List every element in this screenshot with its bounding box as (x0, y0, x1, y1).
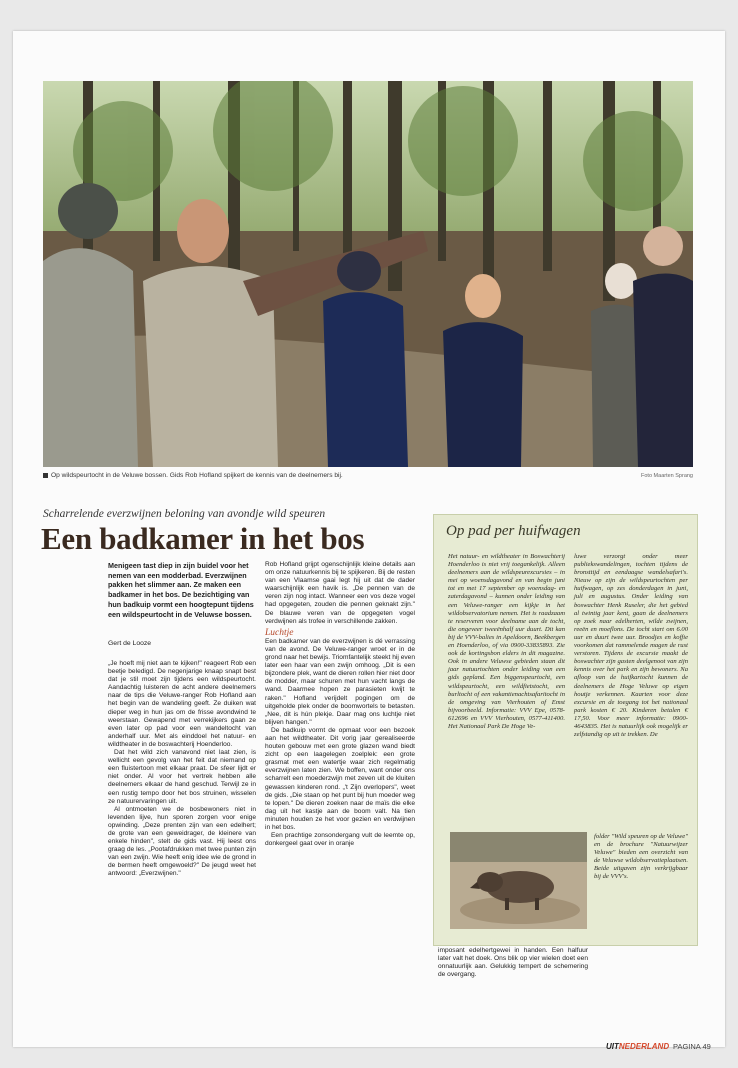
logo-text-uit: UIT (606, 1042, 619, 1051)
paragraph: imposant edelhertgewei in handen. Een halfuur later valt het doek. Ons blik op vier wielen doet een onnatuurlijk aan. Gelukkig tempert de schemering de overgang. (438, 947, 588, 979)
paragraph: Een badkamer van de everzwijnen is dé verrassing van de avond. De Veluwe-ranger wroet er in de grond naar het bewijs. Triomfantelijk steekt hij even later een haar van een zwijn omhoog. „Dit is een bijzondere plek, want de dieren rollen hier niet door de modder, maar schuren met hun vacht langs de wand. Daarmee hopen ze parasieten kwijt te raken." Hofland verijdelt pogingen om de uitgeholde plek onder de boomwortels te betasten. „Nee, dit is hún plekje. Daar mag ons luchtje niet blijven hangen." (265, 637, 415, 726)
article-column-1 (108, 660, 256, 879)
paragraph: „Je hoeft mij niet aan te kijken!" reageert Rob een beetje beledigd. De negenjarige knaap snapt best dat je stil moet zijn tijdens een wildspeurtocht. Aandachtig luisteren de acht andere deelnemers naar de tips die Veluwe-ranger Rob Hofland aan het begin van de wandeling geeft. Ze duiken wat dieper weg in hun jas om de frisse avondwind te weerstaan. Gewapend met verrekijkers gaan ze even later op pad voor een wandeltocht van anderhalf uur. Met als einddoel het natuur- en wildtheater in de boswachterij Hoenderloo. (108, 660, 256, 748)
article-byline: Gert de Looze (108, 640, 152, 647)
logo-text-nederland: NEDERLAND (618, 1042, 670, 1051)
sidebar-title: Op pad per huifwagen (446, 523, 581, 539)
page-number: PAGINA 49 (673, 1042, 711, 1051)
photo-credit: Foto Maarten Sprang (641, 473, 693, 479)
article-column-2 (265, 561, 415, 848)
sidebar-column-1: Het natuur- en wildtheater in Boswachterij Hoenderloo is niet vrij toegankelijk. Alleen deelnemers aan de wildspeurexcursies – in mei op woensdagavond en van begin juni tot en met 17 september op woensdag- en zaterdagavond – kunnen onder leiding van een Veluwe-ranger een kijkje in het wildobservatorium nemen. Het is raadzaam te reserveren voor deelname aan de tocht, die ongeveer tweeënhalf uur duurt. Dit kan bij de VVV-balies in Apeldoorn, Beekbergen en Hoenderloo, of via 0900-33835893. Zie ook de kortingsbon elders in dit magazine. Ook in andere Veluwse gebieden staan dit jaar natuurtochten onder leiding van een gids gepland. Een biggenspeurtocht, een wildspeurtocht, een wildfietstocht, een burltocht of een vakantienachtsafaritocht in de omgeving van Vierhouten of Emst bijvoorbeeld. Informatie: VVV Epe, 0578-612696 en VVV Vierhouten, 0577-411400. Het Nationaal Park De Hoge Ve- (448, 553, 565, 730)
paragraph: Dat het wild zich vanavond niet laat zien, is wellicht een gevolg van het feit dat niemand op een fluistertoon met elkaar praat. De sfeer lijdt er niet onder. Al voor het vertrek hebben alle deelnemers elkaar de hand geschud. Terwijl ze in een rustig tempo door het bos struinen, wisselen ze natuurervaringen uit. (108, 749, 256, 805)
paragraph: De badkuip vormt de opmaat voor een bezoek aan het wildtheater. Dit vorig jaar gerealiseerde houten gebouw met een grote glazen wand biedt zicht op een laagelegen zoelplek: een grote grasmat met een watertje waar zich regelmatig everzwijnen laten zien. We boffen, want onder ons scharrelt een moederzwijn met zeven uit de kluiten gewassen kinderen rond. „'t Zijn overlopers", weet de gids. „Die staan op het punt bij hun moeder weg te lopen." De dieren zoeken naar de maïs die elke dag uit het kastje aan de boom valt. Na tien minuten houden ze het voor gezien en verdwijnen in het bos. (265, 726, 415, 831)
photo-caption-text: Op wildspeurtocht in de Veluwe bossen. Gids Rob Hofland spijkert de kennis van de deelnemers bij. (51, 472, 343, 479)
sidebar-box (433, 514, 698, 946)
main-photo (43, 81, 693, 467)
paragraph: Rob Hofland grijpt ogenschijnlijk kleine details aan om onze natuurkennis bij te spijkeren. Bij de resten van een Vlaamse gaai legt hij uit dat de dader waarschijnlijk een havik is. „De pennen van de veren zijn nog intact. Wanneer een vos deze vogel had opgegeten, zouden die pennen geknakt zijn." De blauwe veren van de opgegeten vogel verdwijnen als trofee in verschillende zakken. (265, 561, 415, 625)
article-headline: Een badkamer in het bos (41, 521, 365, 556)
photo-caption (43, 472, 443, 479)
magazine-page (13, 31, 725, 1051)
boar-photo (450, 832, 587, 929)
article-subhead: Luchtje (265, 627, 294, 638)
paragraph: Al ontmoeten we de bosbewoners niet in levenden lijve, hun sporen zorgen voor enige opwinding. „Deze prenten zijn van een edelhert; de grote van een geweidrager, de kleinere van enkele hinden", stelt de gids vast. Hij leest ons graag de les. „Pootafdrukken met twee punten zijn van een zwijn. Wie heeft enig idee wie de grond in de bermen heeft omgewoeld?" De jeugd weet het antwoord: „Everzwijnen." (108, 805, 256, 878)
article-kicker: Scharrelende everzwijnen beloning van avondje wild speuren (43, 508, 326, 520)
sidebar-column-3: folder "Wild speuren op de Veluwe" en de brochure "Natuurwijzer Veluwe" bieden een overzicht van de Veluwse wildobservatieplaatsen. Beide uitgaven zijn verkrijgbaar bij de VVV's. (594, 833, 688, 881)
sidebar-column-2: luwe verzorgt onder meer publiekswandelingen, tochten tijdens de bronsttijd en eendaagse wandelsafari's. Nieuw op zijn de wildspeurtochten per huifwagen, op zes donderdagen in juni, juli en augustus. Onder leiding van boswachter Henk Ruseler, die het gebied al twintig jaar kent, gaan de deelnemers op zoek naar edelherten, wilde zwijnen, reeën en moeflons. De tocht start om 6.00 uur en duurt twee uur. Broodjes en koffie voorkomen dat rammelende magen de rust verstoren. Tijdens de excursie maakt de boswachter zijn gasten deelgenoot van zijn kennis over het park en zijn bewoners. Na afloop van de huifkartocht kunnen de deelnemers de Hoge Veluwe op eigen houtje verkennen. Kaarten voor deze excursie en de toegang tot het nationaal park kosten € 20. Kinderen betalen € 17,50. Voor meer informatie: 0900-4643835. Het is natuurlijk ook mogelijk er zelfstandig op uit te trekken. De (574, 553, 688, 739)
article-intro: Menigeen tast diep in zijn buidel voor het nemen van een modderbad. Everzwijnen pakken het slimmer aan. Ze maken een badkamer in het bos. De bezichtiging van hun badkuip vormt een hoogtepunt tijdens een wildspeurtocht in de Veluwse bossen. (108, 561, 254, 619)
magazine-logo (606, 1042, 669, 1051)
caption-bullet-icon (43, 473, 48, 478)
paragraph: Een prachtige zonsondergang vult de leemte op, donkergeel gaat over in oranje (265, 832, 415, 848)
